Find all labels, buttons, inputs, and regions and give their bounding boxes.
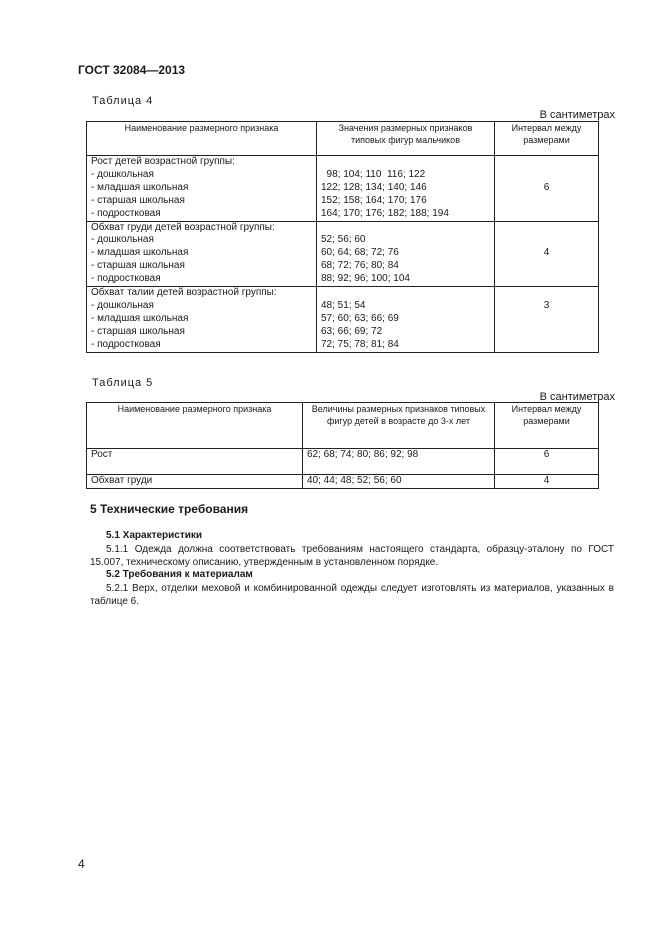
- row-values: 62; 68; 74; 80; 86; 92; 98: [303, 449, 495, 475]
- row-values: 72; 75; 78; 81; 84: [321, 338, 399, 350]
- row-label: - дошкольная: [91, 234, 154, 246]
- table4-header-interval: Интервал между размерами: [495, 122, 599, 156]
- paragraph-5-1-1: 5.1.1 Одежда должна соответствовать требованиям настоящего стандарта, образцу-эталону по ГОСТ 15.007, техническому описанию, утвержденным в установленном порядке.: [90, 544, 614, 568]
- paragraph-5-2-1: 5.2.1 Верх, отделки меховой и комбинированной одежды следует изготовлять из материалов, указанных в таблице 6.: [90, 583, 614, 607]
- row-label: - подростковая: [91, 207, 161, 219]
- row-label: - старшая школьная: [91, 325, 185, 337]
- row-values: 63; 66; 69; 72: [321, 325, 383, 337]
- group-interval-cell: [495, 287, 599, 353]
- section-title: 5 Технические требования: [90, 502, 249, 516]
- group-interval-cell: [495, 156, 599, 222]
- row-values: 48; 51; 54: [321, 299, 366, 311]
- group-labels: [87, 221, 317, 287]
- group-interval-cell: [495, 221, 599, 287]
- table4-header-row: [87, 122, 599, 156]
- page-number: 4: [78, 857, 85, 871]
- table4-caption: Таблица 4: [92, 95, 154, 107]
- group-interval: 4: [543, 247, 550, 259]
- row-label: - младшая школьная: [91, 247, 189, 259]
- table5-header-feature: Наименование размерного признака: [87, 403, 303, 449]
- group-labels: [87, 287, 317, 353]
- row-label: - подростковая: [91, 273, 161, 285]
- group-values: [317, 156, 495, 222]
- row-label: - подростковая: [91, 338, 161, 350]
- subsection-title: 5.2 Требования к материалам: [106, 569, 253, 580]
- row-label: - старшая школьная: [91, 194, 185, 206]
- table-row: [87, 475, 599, 489]
- row-label: - младшая школьная: [91, 181, 189, 193]
- row-label: - старшая школьная: [91, 260, 185, 272]
- row-interval: 6: [495, 449, 599, 475]
- row-label: Обхват груди: [87, 475, 303, 489]
- subsection-title: 5.1 Характеристики: [106, 530, 203, 541]
- table4-units: В сантиметрах: [539, 109, 615, 121]
- row-values: 60; 64; 68; 72; 76: [321, 247, 399, 259]
- table-row: [87, 449, 599, 475]
- row-interval: 4: [495, 475, 599, 489]
- group-title: Рост детей возрастной группы:: [91, 156, 235, 167]
- table4-header-feature: Наименование размерного признака: [87, 122, 317, 156]
- group-labels: [87, 156, 317, 222]
- group-interval: 6: [543, 181, 550, 193]
- row-values: 68; 72; 76; 80; 84: [321, 260, 399, 272]
- group-interval: 3: [543, 299, 550, 311]
- table5-units: В сантиметрах: [539, 391, 615, 403]
- row-label: - дошкольная: [91, 168, 154, 180]
- row-label: - младшая школьная: [91, 312, 189, 324]
- row-values: 164; 170; 176; 182; 188; 194: [321, 207, 449, 219]
- group-values: [317, 221, 495, 287]
- row-values: 57; 60; 63; 66; 69: [321, 312, 399, 324]
- table5-header-row: [87, 403, 599, 449]
- row-values: 52; 56; 60: [321, 234, 366, 246]
- table5-caption: Таблица 5: [92, 377, 154, 389]
- row-values: 88; 92; 96; 100; 104: [321, 273, 410, 285]
- table4: [86, 121, 599, 353]
- row-label: - дошкольная: [91, 299, 154, 311]
- table4-header-values: Значения размерных признаков типовых фигур мальчиков: [317, 122, 495, 156]
- group-values: [317, 287, 495, 353]
- group-title: Обхват талии детей возрастной группы:: [91, 287, 277, 299]
- table5: [86, 402, 599, 489]
- table4-group-waist: [87, 287, 599, 353]
- table5-header-values: Величины размерных признаков типовых фигур детей в возрасте до 3-х лет: [303, 403, 495, 449]
- row-values: 152; 158; 164; 170; 176: [321, 194, 427, 206]
- table5-header-interval: Интервал между размерами: [495, 403, 599, 449]
- row-values: 40; 44; 48; 52; 56; 60: [303, 475, 495, 489]
- table4-group-height: [87, 156, 599, 222]
- row-values: 122; 128; 134; 140; 146: [321, 181, 427, 193]
- standard-header: ГОСТ 32084—2013: [78, 63, 186, 77]
- group-title: Обхват груди детей возрастной группы:: [91, 221, 275, 233]
- table4-group-chest: [87, 221, 599, 287]
- row-label: Рост: [87, 449, 303, 475]
- row-values: 98; 104; 110 116; 122: [321, 168, 426, 180]
